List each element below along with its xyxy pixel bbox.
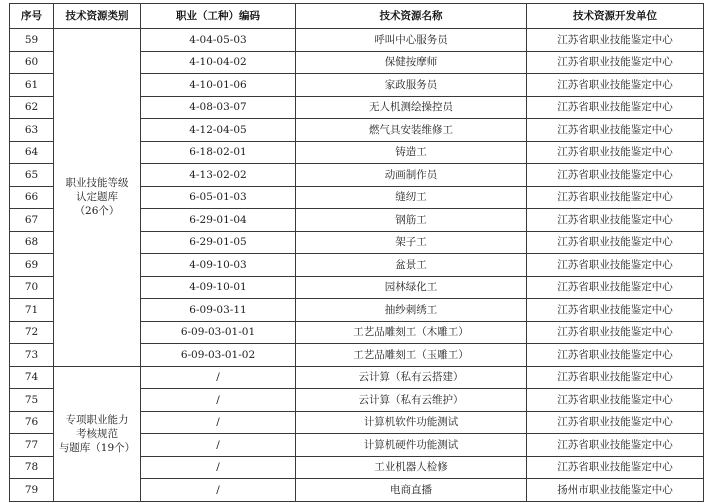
cell-no: 67 [10,209,54,232]
cell-name: 工艺品雕刻工（木雕工） [296,321,527,344]
category-line: 专项职业能力 [65,413,129,426]
cell-code: 6-09-03-11 [141,299,296,322]
cell-unit: 江苏省职业技能鉴定中心 [527,29,704,52]
cell-code: 4-13-02-02 [141,164,296,187]
cell-code: 4-12-04-05 [141,119,296,142]
cell-no: 72 [10,321,54,344]
category-line: 与题库（19个） [58,441,136,454]
cell-unit: 江苏省职业技能鉴定中心 [527,74,704,97]
cell-no: 70 [10,276,54,299]
category-line: 职业技能等级 [65,177,129,190]
cell-no: 61 [10,74,54,97]
cell-code: 4-10-04-02 [141,51,296,74]
cell-name: 燃气具安装维修工 [296,119,527,142]
cell-name: 电商直播 [296,479,527,502]
cell-unit: 江苏省职业技能鉴定中心 [527,209,704,232]
cell-unit: 江苏省职业技能鉴定中心 [527,321,704,344]
cell-unit: 江苏省职业技能鉴定中心 [527,186,704,209]
cell-code: 6-05-01-03 [141,186,296,209]
cell-name: 铸造工 [296,141,527,164]
cell-unit: 江苏省职业技能鉴定中心 [527,344,704,367]
cell-unit: 江苏省职业技能鉴定中心 [527,231,704,254]
cell-name: 缝纫工 [296,186,527,209]
cell-unit: 江苏省职业技能鉴定中心 [527,51,704,74]
cell-no: 75 [10,389,54,412]
cell-name: 保健按摩师 [296,51,527,74]
cell-code: / [141,456,296,479]
cell-no: 69 [10,254,54,277]
table-header-row [10,4,704,29]
cell-code: 4-04-05-03 [141,29,296,52]
cell-category [54,29,141,367]
cell-no: 60 [10,51,54,74]
cell-unit: 江苏省职业技能鉴定中心 [527,389,704,412]
cell-name: 钢筋工 [296,209,527,232]
header-name: 技术资源名称 [296,4,527,29]
cell-no: 65 [10,164,54,187]
cell-no: 66 [10,186,54,209]
cell-no: 63 [10,119,54,142]
cell-code: / [141,366,296,389]
cell-code: / [141,389,296,412]
cell-unit: 江苏省职业技能鉴定中心 [527,254,704,277]
cell-name: 盆景工 [296,254,527,277]
cell-name: 架子工 [296,231,527,254]
cell-code: 6-09-03-01-01 [141,321,296,344]
cell-unit: 江苏省职业技能鉴定中心 [527,96,704,119]
cell-name: 云计算（私有云维护） [296,389,527,412]
cell-unit: 扬州市职业技能鉴定中心 [527,479,704,502]
header-unit: 技术资源开发单位 [527,4,704,29]
table-row [10,366,704,389]
cell-no: 62 [10,96,54,119]
cell-name: 抽纱刺绣工 [296,299,527,322]
cell-code: / [141,411,296,434]
cell-name: 工业机器人检修 [296,456,527,479]
cell-unit: 江苏省职业技能鉴定中心 [527,299,704,322]
cell-name: 计算机硬件功能测试 [296,434,527,457]
table-row [10,29,704,52]
cell-name: 计算机软件功能测试 [296,411,527,434]
cell-name: 云计算（私有云搭建） [296,366,527,389]
cell-code: 4-10-01-06 [141,74,296,97]
cell-code: / [141,479,296,502]
cell-unit: 江苏省职业技能鉴定中心 [527,119,704,142]
cell-name: 家政服务员 [296,74,527,97]
category-line: 认定题库 [76,191,118,204]
cell-name: 工艺品雕刻工（玉雕工） [296,344,527,367]
cell-no: 77 [10,434,54,457]
cell-code: 6-18-02-01 [141,141,296,164]
cell-no: 73 [10,344,54,367]
cell-no: 64 [10,141,54,164]
header-category: 技术资源类别 [54,4,141,29]
cell-code: 6-29-01-05 [141,231,296,254]
cell-name: 园林绿化工 [296,276,527,299]
cell-code: / [141,434,296,457]
cell-no: 74 [10,366,54,389]
cell-name: 动画制作员 [296,164,527,187]
cell-no: 78 [10,456,54,479]
cell-unit: 江苏省职业技能鉴定中心 [527,366,704,389]
cell-no: 79 [10,479,54,502]
cell-code: 6-29-01-04 [141,209,296,232]
cell-code: 4-09-10-01 [141,276,296,299]
cell-name: 无人机测绘操控员 [296,96,527,119]
header-no: 序号 [10,4,54,29]
cell-no: 68 [10,231,54,254]
header-code: 职业（工种）编码 [141,4,296,29]
cell-no: 71 [10,299,54,322]
cell-unit: 江苏省职业技能鉴定中心 [527,164,704,187]
category-line: （26个） [74,205,120,218]
cell-category [54,366,141,501]
cell-unit: 江苏省职业技能鉴定中心 [527,141,704,164]
cell-name: 呼叫中心服务员 [296,29,527,52]
cell-unit: 江苏省职业技能鉴定中心 [527,276,704,299]
cell-no: 76 [10,411,54,434]
cell-code: 6-09-03-01-02 [141,344,296,367]
cell-code: 4-09-10-03 [141,254,296,277]
cell-unit: 江苏省职业技能鉴定中心 [527,411,704,434]
cell-no: 59 [10,29,54,52]
cell-unit: 江苏省职业技能鉴定中心 [527,456,704,479]
cell-code: 4-08-03-07 [141,96,296,119]
category-line: 考核规范 [76,427,118,440]
table-body [10,29,704,502]
resource-table [9,3,704,502]
cell-unit: 江苏省职业技能鉴定中心 [527,434,704,457]
